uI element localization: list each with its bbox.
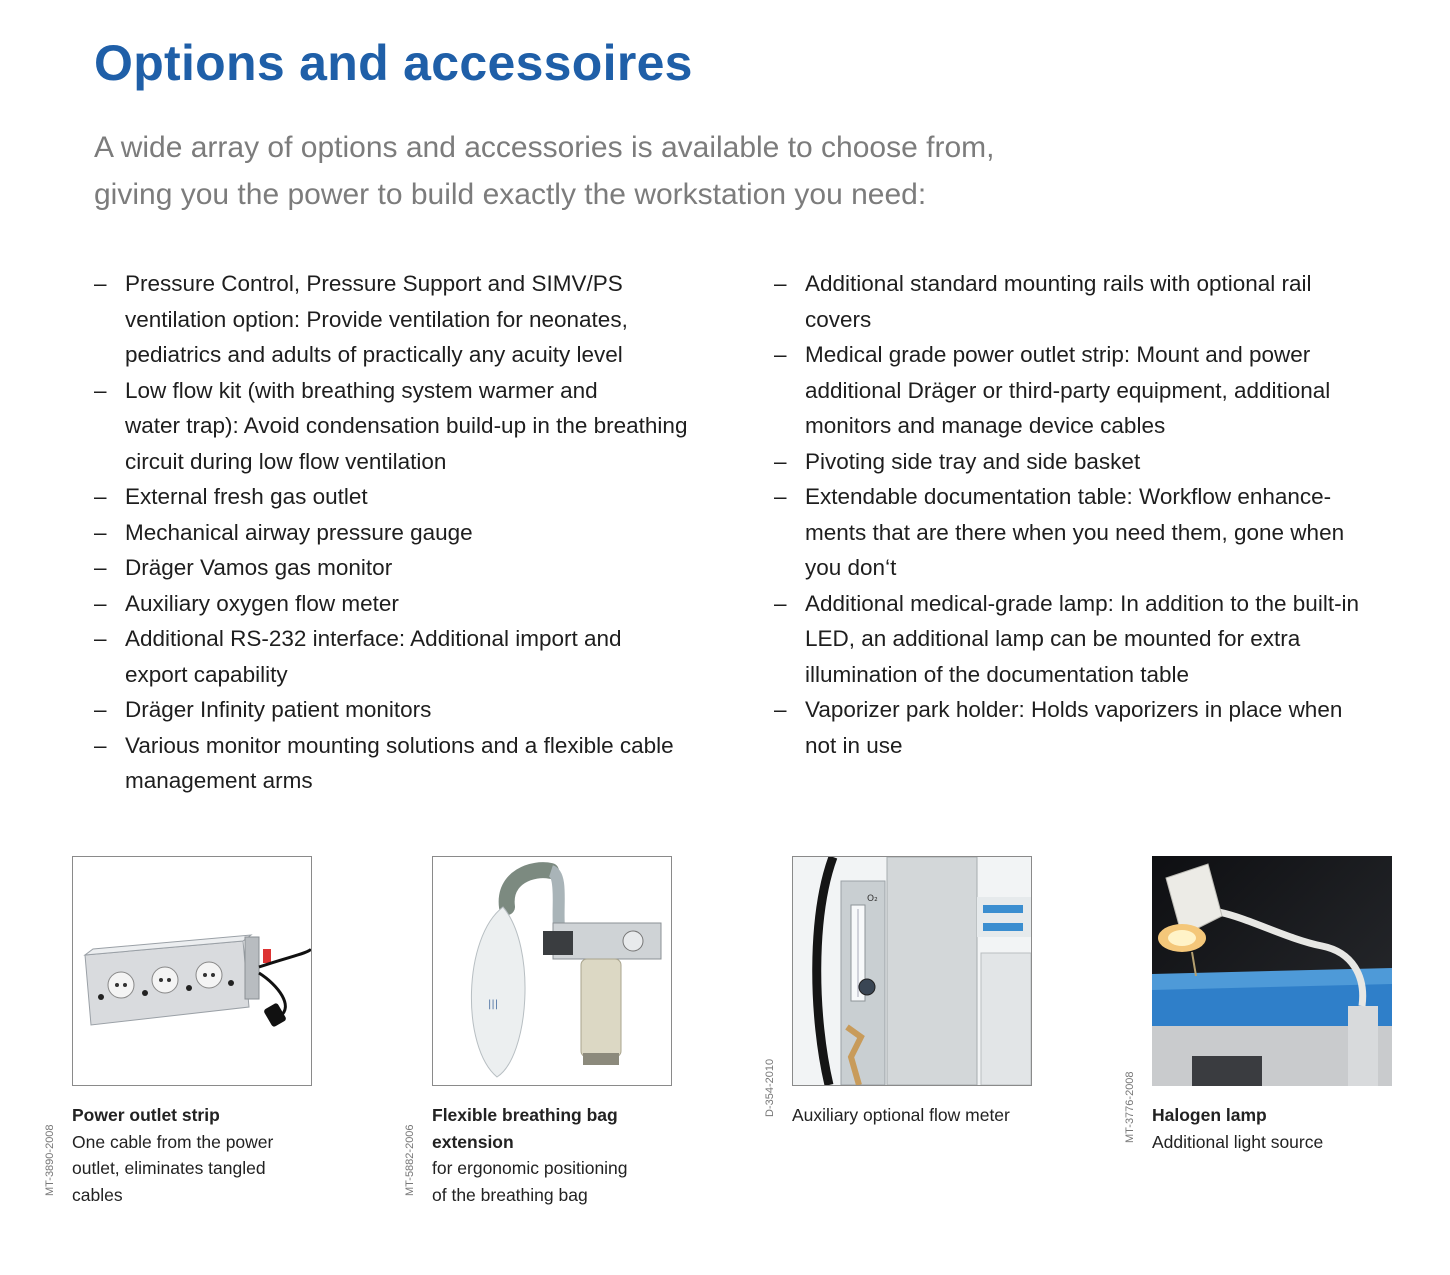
product-card-breathing-bag-extension — [404, 856, 692, 1208]
list-item: – Additional standard mounting rails with optional rail covers — [774, 266, 1434, 337]
intro-line: A wide array of options and accessories is available to choose from, — [94, 131, 995, 164]
bullet-dash: – — [94, 626, 107, 651]
list-item: – External fresh gas outlet — [94, 479, 744, 515]
list-item: – Vaporizer park holder: Holds vaporizers in place when not in use — [774, 692, 1434, 763]
list-item: – Various monitor mounting solutions and a flexible cable management arms — [94, 728, 744, 799]
power-outlet-strip-photo — [72, 856, 312, 1086]
list-item: – Auxiliary oxygen flow meter — [94, 586, 744, 622]
card-caption — [432, 1102, 692, 1208]
list-item: – Low flow kit (with breathing system warmer and water trap): Avoid condensation build-up in the breathing circuit during low flow ventilation — [94, 373, 744, 480]
halogen-lamp-photo — [1152, 856, 1392, 1086]
options-list-right — [774, 266, 1434, 763]
card-desc-line: Additional light source — [1152, 1131, 1324, 1152]
image-code: MT-3890-2008 — [44, 1124, 56, 1196]
list-item: – Pivoting side tray and side basket — [774, 444, 1434, 480]
list-item: – Mechanical airway pressure gauge — [94, 515, 744, 551]
bullet-dash: – — [774, 271, 787, 296]
list-item: – Dräger Vamos gas monitor — [94, 550, 744, 586]
list-item: – Additional medical-grade lamp: In addition to the built-in LED, an additional lamp can be mounted for extra illumination of the documentation table — [774, 586, 1434, 693]
gauge-label: O₂ — [867, 894, 878, 904]
card-caption — [1152, 1102, 1412, 1155]
card-desc-line: Auxiliary optional flow meter — [792, 1105, 1010, 1125]
bullet-dash: – — [94, 697, 107, 722]
image-code: MT-5882-2006 — [404, 1124, 416, 1196]
bullet-dash: – — [94, 732, 107, 758]
list-item: – Extendable documentation table: Workflow enhance- ments that are there when you need them, gone when you don‘t — [774, 479, 1434, 586]
bullet-dash: – — [774, 448, 787, 474]
bullet-dash: – — [94, 271, 107, 296]
product-card-flow-meter — [764, 856, 1052, 1129]
card-desc-line: cables — [72, 1184, 123, 1205]
options-list-left — [94, 266, 744, 799]
product-card-halogen-lamp — [1124, 856, 1412, 1155]
card-desc-line: of the breathing bag — [432, 1184, 588, 1205]
image-code: MT-3776-2008 — [1124, 1071, 1136, 1143]
bullet-dash: – — [94, 519, 107, 545]
list-item: – Pressure Control, Pressure Support and SIMV/PS ventilation option: Provide ventilation for neonates, pediatrics and adults of practically any acuity level — [94, 266, 744, 373]
bullet-dash: – — [94, 555, 107, 580]
bullet-dash: – — [94, 590, 107, 616]
intro-line: giving you the power to build exactly the workstation you need: — [94, 178, 927, 211]
list-item: – Medical grade power outlet strip: Mount and power additional Dräger or third-party equipment, additional monitors and manage device cables — [774, 337, 1434, 444]
breathing-bag-photo — [432, 856, 672, 1086]
card-caption — [792, 1102, 1052, 1129]
card-title: Halogen lamp — [1152, 1105, 1267, 1125]
list-item: – Dräger Infinity patient monitors — [94, 692, 744, 728]
flow-meter-photo — [792, 856, 1032, 1086]
card-desc-line: outlet, eliminates tangled — [72, 1158, 266, 1178]
card-desc-line: for ergonomic positioning — [432, 1158, 628, 1178]
card-desc-line: One cable from the power — [72, 1131, 274, 1152]
page-title: Options and accessoires — [94, 35, 693, 91]
svg-text:|||: ||| — [488, 999, 499, 1010]
product-card-power-outlet-strip — [44, 856, 332, 1208]
image-code: D-354-2010 — [764, 1058, 776, 1117]
bullet-dash: – — [774, 590, 787, 616]
intro-text — [94, 124, 994, 218]
card-caption — [72, 1102, 332, 1208]
list-item: – Additional RS-232 interface: Additional import and export capability — [94, 621, 744, 692]
card-title: Power outlet strip — [72, 1105, 220, 1125]
bullet-dash: – — [774, 342, 787, 367]
bullet-dash: – — [94, 484, 107, 509]
bullet-dash: – — [774, 484, 787, 509]
bullet-dash: – — [774, 697, 787, 722]
card-title: Flexible breathing bag — [432, 1105, 618, 1125]
bullet-dash: – — [94, 377, 107, 403]
card-title: extension — [432, 1131, 514, 1152]
